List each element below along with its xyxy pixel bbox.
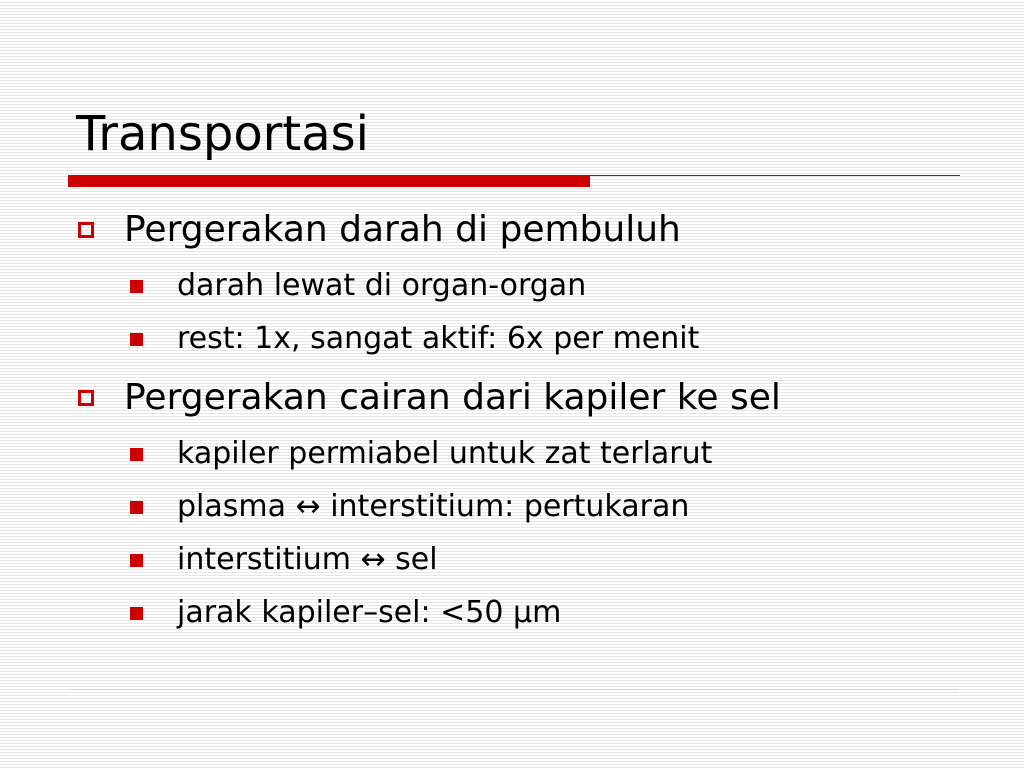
filled-square-bullet-icon: [130, 607, 143, 620]
bullet-item-level2: [130, 540, 438, 580]
bullet-text: plasma ↔ interstitium: pertukaran: [177, 489, 690, 524]
bullet-text: rest: 1x, sangat aktif: 6x per menit: [177, 321, 700, 356]
bullet-item-level2: [130, 319, 699, 359]
bullet-item-level2: [130, 266, 586, 306]
bullet-text: kapiler permiabel untuk zat terlarut: [177, 436, 713, 471]
filled-square-bullet-icon: [130, 501, 143, 514]
bullet-text: darah lewat di organ-organ: [177, 268, 587, 303]
slide-title: Transportasi: [76, 106, 369, 162]
bullet-item-level2: [130, 434, 712, 474]
filled-square-bullet-icon: [130, 280, 143, 293]
bullet-item-level1: [78, 206, 681, 254]
bullet-text: interstitium ↔ sel: [177, 542, 438, 577]
bullet-text: Pergerakan cairan dari kapiler ke sel: [124, 377, 781, 418]
hollow-square-bullet-icon: [78, 222, 94, 238]
footer-divider: [68, 689, 958, 690]
filled-square-bullet-icon: [130, 333, 143, 346]
bullet-text: jarak kapiler–sel: <50 µm: [177, 595, 562, 630]
filled-square-bullet-icon: [130, 448, 143, 461]
bullet-item-level1: [78, 374, 781, 422]
bullet-item-level2: [130, 593, 561, 633]
bullet-item-level2: [130, 487, 689, 527]
filled-square-bullet-icon: [130, 554, 143, 567]
bullet-text: Pergerakan darah di pembuluh: [124, 209, 681, 250]
hollow-square-bullet-icon: [78, 390, 94, 406]
